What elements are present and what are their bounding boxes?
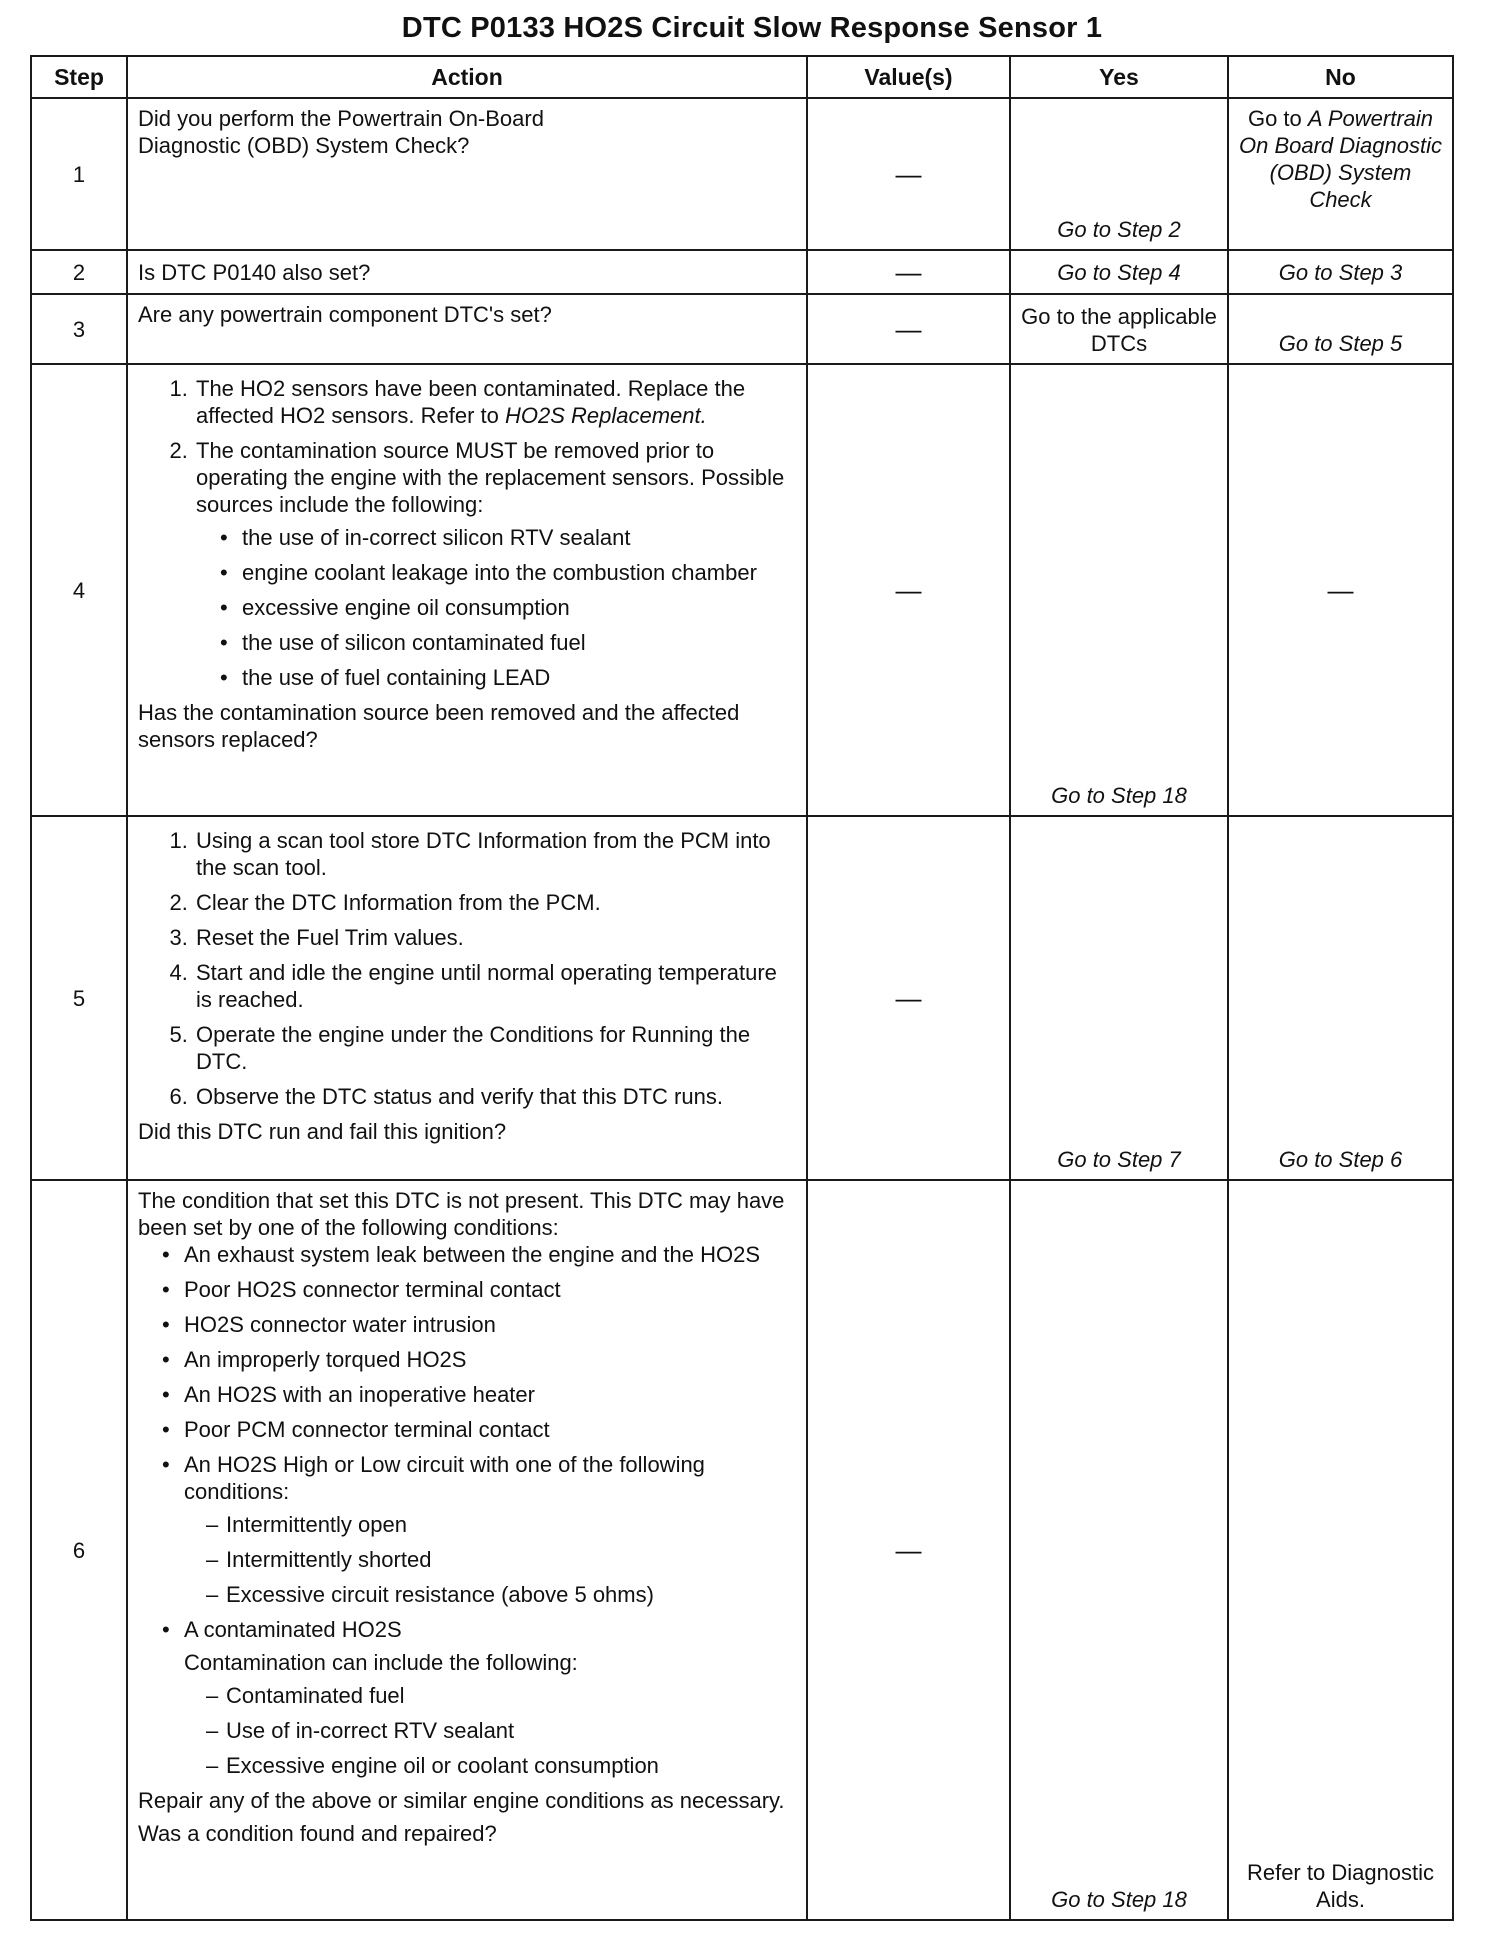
list-item: • Poor HO2S connector terminal contact xyxy=(162,1276,796,1303)
contamination-list xyxy=(184,1682,796,1779)
list-item: 3. Reset the Fuel Trim values. xyxy=(194,924,796,951)
action-cell: Are any powertrain component DTC's set? xyxy=(127,294,807,364)
list-item: • HO2S connector water intrusion xyxy=(162,1311,796,1338)
value-cell: — xyxy=(807,816,1010,1180)
list-item: • engine coolant leakage into the combustion chamber xyxy=(220,559,796,586)
list-item-text: An HO2S High or Low circuit with one of the following conditions: xyxy=(184,1452,705,1504)
header-row xyxy=(31,56,1453,98)
value-cell: — xyxy=(807,250,1010,294)
action-cell xyxy=(127,98,807,250)
yes-cell: Go to Step 4 xyxy=(1010,250,1228,294)
action-cell xyxy=(127,364,807,816)
step-number: 1 xyxy=(31,98,127,250)
header-no: No xyxy=(1228,56,1453,98)
header-step: Step xyxy=(31,56,127,98)
no-cell: Go to Step 6 xyxy=(1228,816,1453,1180)
yes-cell: Go to Step 18 xyxy=(1010,1180,1228,1920)
list-item xyxy=(194,375,796,429)
no-cell xyxy=(1228,98,1453,250)
list-item: – Intermittently shorted xyxy=(206,1546,796,1573)
list-item: • An exhaust system leak between the engine and the HO2S xyxy=(162,1241,796,1268)
contamination-note: Contamination can include the following: xyxy=(184,1650,578,1675)
list-item: 5. Operate the engine under the Conditions for Running the DTC. xyxy=(194,1021,796,1075)
action-question: Did you perform the Powertrain On-Board Diagnostic (OBD) System Check? xyxy=(138,106,544,158)
list-item xyxy=(162,1616,796,1779)
value-cell: — xyxy=(807,98,1010,250)
value-cell: — xyxy=(807,294,1010,364)
no-prefix: Go to xyxy=(1247,106,1302,131)
page-title: DTC P0133 HO2S Circuit Slow Response Sensor 1 xyxy=(401,12,1103,44)
list-item: • the use of fuel containing LEAD xyxy=(220,664,796,691)
action-question: Did this DTC run and fail this ignition? xyxy=(138,1119,507,1144)
list-item: – Use of in-correct RTV sealant xyxy=(206,1717,796,1744)
step-number: 3 xyxy=(31,294,127,364)
list-item: • the use of in-correct silicon RTV sealant xyxy=(220,524,796,551)
action-steps xyxy=(138,375,796,691)
diagnostic-table xyxy=(30,55,1454,1921)
table-row-step-5 xyxy=(31,816,1453,1180)
header-values: Value(s) xyxy=(807,56,1010,98)
list-item: – Excessive circuit resistance (above 5 ohms) xyxy=(206,1581,796,1608)
list-item: – Contaminated fuel xyxy=(206,1682,796,1709)
step-number: 4 xyxy=(31,364,127,816)
action-cell xyxy=(127,1180,807,1920)
yes-cell: Go to Step 18 xyxy=(1010,364,1228,816)
list-item: • An improperly torqued HO2S xyxy=(162,1346,796,1373)
step-number: 2 xyxy=(31,250,127,294)
list-item: – Excessive engine oil or coolant consumption xyxy=(206,1752,796,1779)
source-list xyxy=(196,524,796,691)
table-row-step-4 xyxy=(31,364,1453,816)
list-item: • the use of silicon contaminated fuel xyxy=(220,629,796,656)
list-item: 4. Start and idle the engine until normal operating temperature is reached. xyxy=(194,959,796,1013)
list-item: – Intermittently open xyxy=(206,1511,796,1538)
circuit-condition-list xyxy=(184,1511,796,1608)
repair-instruction: Repair any of the above or similar engine conditions as necessary. xyxy=(138,1788,785,1813)
condition-list xyxy=(138,1241,796,1779)
value-cell: — xyxy=(807,364,1010,816)
reference-link: HO2S Replacement. xyxy=(504,403,707,428)
yes-cell: Go to Step 2 xyxy=(1010,98,1228,250)
no-cell: Go to Step 3 xyxy=(1228,250,1453,294)
list-item: • Poor PCM connector terminal contact xyxy=(162,1416,796,1443)
no-cell: Go to Step 5 xyxy=(1228,294,1453,364)
no-cell: Refer to Diagnostic Aids. xyxy=(1228,1180,1453,1920)
value-cell: — xyxy=(807,1180,1010,1920)
list-item: 1. Using a scan tool store DTC Information from the PCM into the scan tool. xyxy=(194,827,796,881)
step-number: 5 xyxy=(31,816,127,1180)
header-action: Action xyxy=(127,56,807,98)
list-item-text: The HO2 sensors have been contaminated. Replace the affected HO2 sensors. Refer to xyxy=(196,376,746,428)
list-item: • excessive engine oil consumption xyxy=(220,594,796,621)
action-question: Has the contamination source been removed and the affected sensors replaced? xyxy=(138,700,740,752)
table-row-step-2 xyxy=(31,250,1453,294)
list-item xyxy=(162,1451,796,1608)
list-item-text: The contamination source MUST be removed prior to operating the engine with the replacement sensors. Possible sources include the following: xyxy=(196,438,785,517)
yes-cell: Go to Step 7 xyxy=(1010,816,1228,1180)
header-yes: Yes xyxy=(1010,56,1228,98)
list-item: 6. Observe the DTC status and verify that this DTC runs. xyxy=(194,1083,796,1110)
yes-cell: Go to the applicable DTCs xyxy=(1010,294,1228,364)
action-steps xyxy=(138,827,796,1110)
action-cell xyxy=(127,816,807,1180)
no-cell: — xyxy=(1228,364,1453,816)
list-item xyxy=(194,437,796,691)
table-row-step-1 xyxy=(31,98,1453,250)
no-link: A Powertrain On Board Diagnostic (OBD) System Check xyxy=(1239,106,1442,212)
step-number: 6 xyxy=(31,1180,127,1920)
list-item: • An HO2S with an inoperative heater xyxy=(162,1381,796,1408)
action-question: Was a condition found and repaired? xyxy=(138,1821,497,1846)
table-row-step-3 xyxy=(31,294,1453,364)
list-item: 2. Clear the DTC Information from the PCM. xyxy=(194,889,796,916)
list-item-text: A contaminated HO2S xyxy=(184,1617,402,1642)
action-cell: Is DTC P0140 also set? xyxy=(127,250,807,294)
table-row-step-6 xyxy=(31,1180,1453,1920)
action-intro: The condition that set this DTC is not present. This DTC may have been set by one of the following conditions: xyxy=(138,1188,785,1240)
